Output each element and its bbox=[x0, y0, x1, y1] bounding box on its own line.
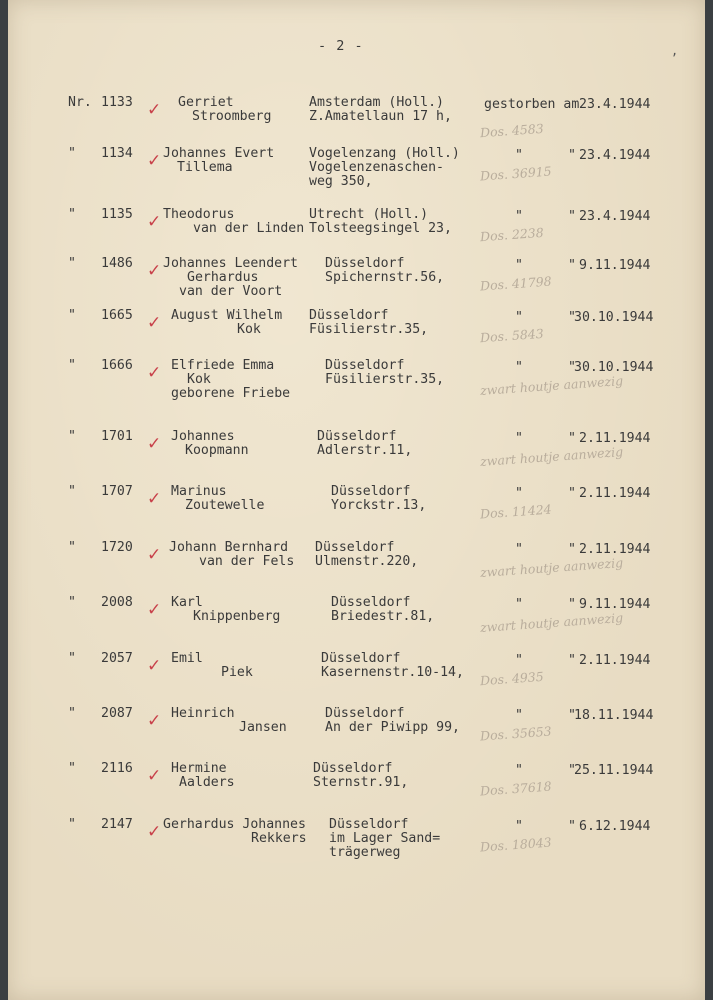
entry-number: 1720 bbox=[101, 540, 133, 555]
ditto-mark: " bbox=[568, 209, 576, 224]
register-entry bbox=[8, 541, 705, 601]
residence-address: Düsseldorf bbox=[329, 817, 409, 832]
ditto-mark: " bbox=[68, 308, 76, 323]
ditto-mark: " bbox=[68, 207, 76, 222]
ditto-mark: " bbox=[515, 310, 523, 325]
residence-address: Ulmenstr.220, bbox=[315, 554, 419, 569]
death-date: 23.4.1944 bbox=[579, 97, 651, 112]
person-name: Knippenberg bbox=[193, 609, 281, 624]
ditto-mark: " bbox=[568, 708, 576, 723]
person-name: Elfriede Emma bbox=[171, 358, 275, 373]
handwritten-note: zwart houtje aanwezig bbox=[479, 373, 624, 398]
residence-address: trägerweg bbox=[329, 845, 401, 860]
death-date: 2.11.1944 bbox=[579, 653, 651, 668]
residence-address: Sternstr.91, bbox=[313, 775, 409, 790]
register-entry bbox=[8, 147, 705, 207]
entry-number: 2057 bbox=[101, 651, 133, 666]
residence-address: Düsseldorf bbox=[325, 358, 405, 373]
ditto-mark: " bbox=[568, 486, 576, 501]
residence-address: Düsseldorf bbox=[325, 706, 405, 721]
residence-address: Düsseldorf bbox=[313, 761, 393, 776]
person-name: Zoutewelle bbox=[185, 498, 265, 513]
residence-address: Kasernenstr.10-14, bbox=[321, 665, 464, 680]
residence-address: Vogelenzang (Holl.) bbox=[309, 146, 460, 161]
person-name: Kok bbox=[187, 372, 211, 387]
ditto-mark: " bbox=[68, 429, 76, 444]
residence-address: Füsilierstr.35, bbox=[325, 372, 445, 387]
ditto-mark: " bbox=[568, 597, 576, 612]
person-name: Karl bbox=[171, 595, 203, 610]
handwritten-note: zwart houtje aanwezig bbox=[479, 555, 624, 580]
ditto-mark: " bbox=[515, 148, 523, 163]
death-date: 9.11.1944 bbox=[579, 258, 651, 273]
ditto-mark: " bbox=[68, 706, 76, 721]
handwritten-note: Dos. 41798 bbox=[479, 273, 553, 294]
person-name: Johannes bbox=[171, 429, 235, 444]
ditto-mark: " bbox=[568, 148, 576, 163]
residence-address: Düsseldorf bbox=[325, 256, 405, 271]
person-name: van der Voort bbox=[179, 284, 283, 299]
check-mark-icon: ✓ bbox=[147, 766, 162, 786]
register-entry bbox=[8, 485, 705, 545]
ditto-mark: " bbox=[515, 597, 523, 612]
person-name: August Wilhelm bbox=[171, 308, 283, 323]
ditto-mark: " bbox=[68, 484, 76, 499]
residence-address: Füsilierstr.35, bbox=[309, 322, 429, 337]
check-mark-icon: ✓ bbox=[147, 545, 162, 565]
residence-address: Düsseldorf bbox=[331, 484, 411, 499]
ditto-mark: " bbox=[568, 542, 576, 557]
check-mark-icon: ✓ bbox=[147, 711, 162, 731]
death-date: 2.11.1944 bbox=[579, 431, 651, 446]
ditto-mark: " bbox=[68, 256, 76, 271]
death-date: 6.12.1944 bbox=[579, 819, 651, 834]
person-name: Heinrich bbox=[171, 706, 235, 721]
death-date: 9.11.1944 bbox=[579, 597, 651, 612]
handwritten-note: Dos. 11424 bbox=[479, 501, 553, 522]
entry-number: 2147 bbox=[101, 817, 133, 832]
person-name: Kok bbox=[237, 322, 261, 337]
residence-address: weg 350, bbox=[309, 174, 373, 189]
person-name: Jansen bbox=[239, 720, 287, 735]
residence-address: Tolsteegsingel 23, bbox=[309, 221, 452, 236]
handwritten-note: Dos. 4583 bbox=[479, 120, 545, 141]
entry-number: 2087 bbox=[101, 706, 133, 721]
person-name: Tillema bbox=[177, 160, 233, 175]
ditto-mark: " bbox=[515, 431, 523, 446]
entry-number: 1666 bbox=[101, 358, 133, 373]
ditto-mark: " bbox=[568, 763, 576, 778]
person-name: geborene Friebe bbox=[171, 386, 291, 401]
died-label: gestorben am bbox=[484, 97, 580, 112]
entry-number: 2008 bbox=[101, 595, 133, 610]
ditto-mark: " bbox=[515, 360, 523, 375]
person-name: van der Fels bbox=[199, 554, 295, 569]
residence-address: Vogelenzenaschen- bbox=[309, 160, 444, 175]
ditto-mark: " bbox=[68, 817, 76, 832]
ditto-mark: " bbox=[568, 819, 576, 834]
death-date: 30.10.1944 bbox=[574, 310, 654, 325]
entry-number: 1133 bbox=[101, 95, 133, 110]
residence-address: im Lager Sand= bbox=[329, 831, 441, 846]
register-entry bbox=[8, 818, 705, 878]
document-page bbox=[8, 0, 705, 1000]
ditto-mark: " bbox=[68, 651, 76, 666]
ditto-mark: " bbox=[568, 360, 576, 375]
person-name: Gerhardus Johannes bbox=[163, 817, 306, 832]
check-mark-icon: ✓ bbox=[147, 151, 162, 171]
residence-address: Amsterdam (Holl.) bbox=[309, 95, 444, 110]
entry-number: 1486 bbox=[101, 256, 133, 271]
residence-address: Adlerstr.11, bbox=[317, 443, 413, 458]
residence-address: Utrecht (Holl.) bbox=[309, 207, 429, 222]
page-number: - 2 - bbox=[318, 38, 364, 54]
ditto-mark: " bbox=[515, 819, 523, 834]
ditto-mark: " bbox=[515, 542, 523, 557]
ditto-mark: " bbox=[515, 486, 523, 501]
entry-prefix: Nr. bbox=[68, 95, 92, 110]
person-name: Gerriet bbox=[178, 95, 234, 110]
register-entry bbox=[8, 652, 705, 712]
ditto-mark: " bbox=[568, 258, 576, 273]
ditto-mark: " bbox=[515, 708, 523, 723]
check-mark-icon: ✓ bbox=[147, 363, 162, 383]
handwritten-note: Dos. 37618 bbox=[479, 778, 553, 799]
entry-number: 2116 bbox=[101, 761, 133, 776]
person-name: Emil bbox=[171, 651, 203, 666]
entry-number: 1134 bbox=[101, 146, 133, 161]
person-name: Johann Bernhard bbox=[169, 540, 289, 555]
person-name: Rekkers bbox=[251, 831, 307, 846]
check-mark-icon: ✓ bbox=[147, 489, 162, 509]
entry-number: 1665 bbox=[101, 308, 133, 323]
person-name: Hermine bbox=[171, 761, 227, 776]
person-name: van der Linden bbox=[193, 221, 305, 236]
person-name: Gerhardus bbox=[187, 270, 259, 285]
person-name: Johannes Leendert bbox=[163, 256, 298, 271]
ditto-mark: " bbox=[515, 763, 523, 778]
check-mark-icon: ✓ bbox=[147, 261, 162, 281]
death-date: 23.4.1944 bbox=[579, 209, 651, 224]
register-entry bbox=[8, 430, 705, 490]
check-mark-icon: ✓ bbox=[147, 434, 162, 454]
residence-address: Düsseldorf bbox=[317, 429, 397, 444]
residence-address: Spichernstr.56, bbox=[325, 270, 445, 285]
residence-address: Düsseldorf bbox=[331, 595, 411, 610]
residence-address: Z.Amatellaun 17 h, bbox=[309, 109, 452, 124]
handwritten-note: zwart houtje aanwezig bbox=[479, 444, 624, 469]
check-mark-icon: ✓ bbox=[147, 656, 162, 676]
residence-address: Düsseldorf bbox=[321, 651, 401, 666]
register-entry bbox=[8, 596, 705, 656]
register-entry bbox=[8, 707, 705, 767]
residence-address: An der Piwipp 99, bbox=[325, 720, 460, 735]
ditto-mark: " bbox=[515, 653, 523, 668]
handwritten-note: Dos. 18043 bbox=[479, 834, 553, 855]
handwritten-note: Dos. 2238 bbox=[479, 224, 545, 245]
register-entry bbox=[8, 762, 705, 822]
register-entry bbox=[8, 359, 705, 419]
ditto-mark: " bbox=[515, 258, 523, 273]
entry-number: 1701 bbox=[101, 429, 133, 444]
entry-number: 1135 bbox=[101, 207, 133, 222]
ditto-mark: " bbox=[68, 540, 76, 555]
person-name: Piek bbox=[221, 665, 253, 680]
ditto-mark: " bbox=[68, 146, 76, 161]
check-mark-icon: ✓ bbox=[147, 100, 162, 120]
ditto-mark: " bbox=[68, 358, 76, 373]
ditto-mark: " bbox=[568, 653, 576, 668]
ditto-mark: " bbox=[68, 595, 76, 610]
person-name: Theodorus bbox=[163, 207, 235, 222]
death-date: 2.11.1944 bbox=[579, 486, 651, 501]
handwritten-note: Dos. 4935 bbox=[479, 668, 545, 689]
check-mark-icon: ✓ bbox=[147, 600, 162, 620]
check-mark-icon: ✓ bbox=[147, 822, 162, 842]
death-date: 25.11.1944 bbox=[574, 763, 654, 778]
death-date: 2.11.1944 bbox=[579, 542, 651, 557]
person-name: Aalders bbox=[179, 775, 235, 790]
corner-mark: ‚ bbox=[671, 44, 679, 58]
check-mark-icon: ✓ bbox=[147, 212, 162, 232]
ditto-mark: " bbox=[68, 761, 76, 776]
death-date: 30.10.1944 bbox=[574, 360, 654, 375]
ditto-mark: " bbox=[568, 310, 576, 325]
person-name: Koopmann bbox=[185, 443, 249, 458]
handwritten-note: zwart houtje aanwezig bbox=[479, 610, 624, 635]
residence-address: Briedestr.81, bbox=[331, 609, 435, 624]
person-name: Johannes Evert bbox=[163, 146, 275, 161]
handwritten-note: Dos. 36915 bbox=[479, 163, 553, 184]
death-date: 23.4.1944 bbox=[579, 148, 651, 163]
death-date: 18.11.1944 bbox=[574, 708, 654, 723]
entry-number: 1707 bbox=[101, 484, 133, 499]
residence-address: Yorckstr.13, bbox=[331, 498, 427, 513]
ditto-mark: " bbox=[568, 431, 576, 446]
ditto-mark: " bbox=[515, 209, 523, 224]
handwritten-note: Dos. 5843 bbox=[479, 325, 545, 346]
residence-address: Düsseldorf bbox=[309, 308, 389, 323]
check-mark-icon: ✓ bbox=[147, 313, 162, 333]
person-name: Marinus bbox=[171, 484, 227, 499]
residence-address: Düsseldorf bbox=[315, 540, 395, 555]
handwritten-note: Dos. 35653 bbox=[479, 723, 553, 744]
person-name: Stroomberg bbox=[192, 109, 272, 124]
